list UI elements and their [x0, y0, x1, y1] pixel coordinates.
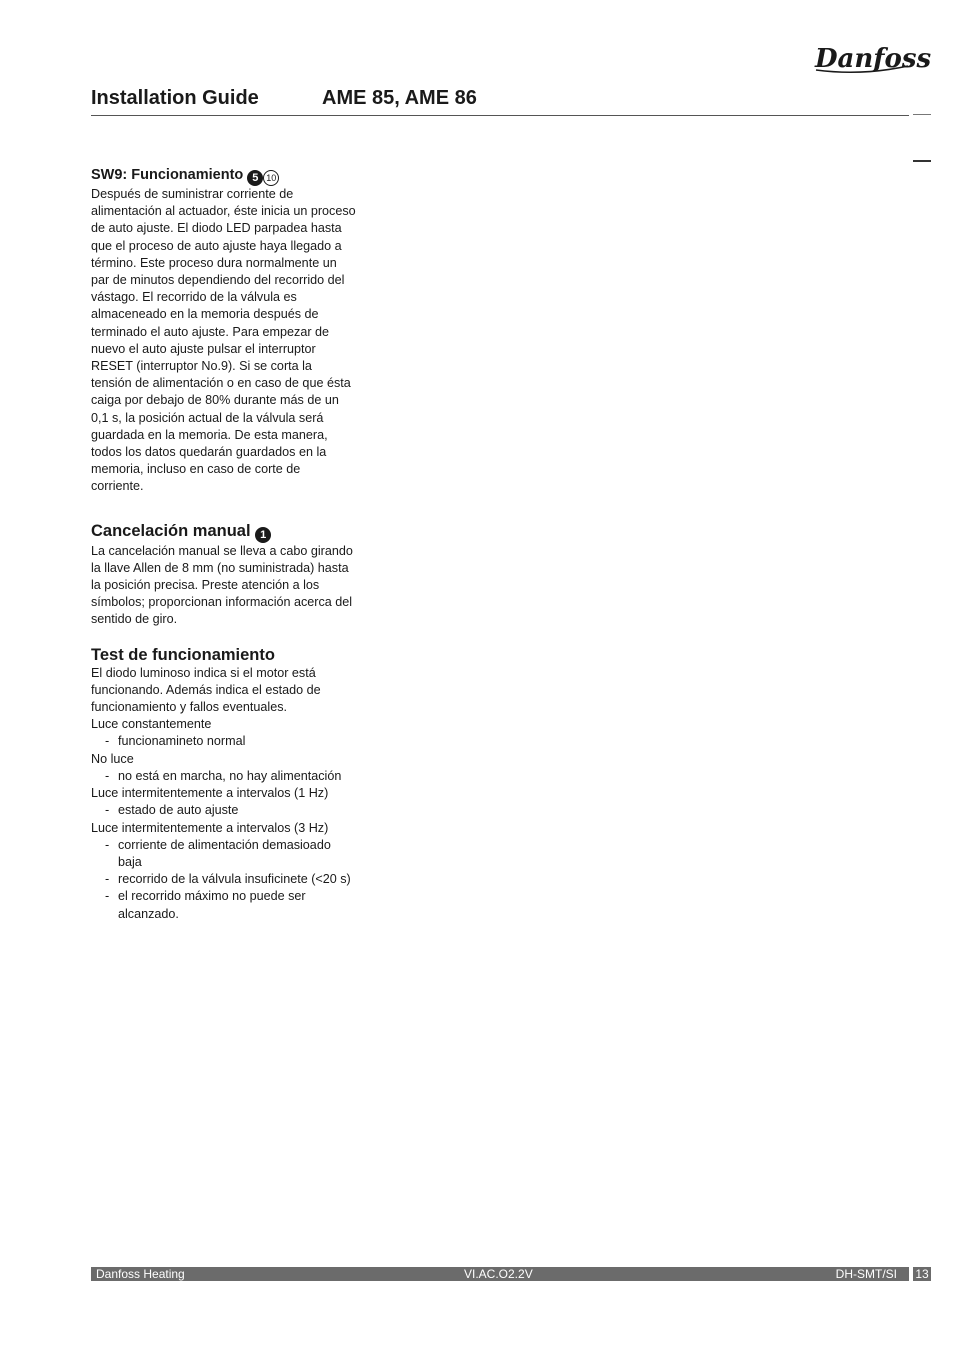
page-footer — [91, 1267, 909, 1281]
logo-text: Danfoss — [815, 44, 932, 74]
section-body: Después de suministrar corriente de alimentación al actuador, éste inicia un proceso de auto ajuste. El diodo LED parpadea hasta que el proceso de auto ajuste haya llegado a término. Este proceso dura normalmente un par de minutos dependiendo del recorrido del vástago. El recorrido de la válvula es almaceneado en la memoria después de terminado el auto ajuste. Para empezar de nuevo el auto ajuste pulsar el interruptor RESET (interruptor No.9). Si se corta la tensión de alimentación o en caso de que ésta caiga por debajo de 80% durante más de un 0,1 s, la posición actual de la válvula será guardada en la memoria. De esta manera, todos los datos quedarán guardados en la memoria, incluso en caso de corte de corriente. — [91, 187, 356, 494]
page-header — [91, 85, 909, 116]
section-function-test — [91, 645, 356, 923]
led-state-list — [91, 837, 356, 923]
page-number: 13 — [913, 1267, 931, 1281]
list-item: - recorrido de la válvula insuficinete (<20 s) — [118, 871, 356, 888]
danfoss-logo-icon — [812, 38, 932, 78]
led-state-label: Luce intermitentemente a intervalos (3 Hz) — [91, 820, 329, 835]
led-state-label: No luce — [91, 751, 134, 766]
led-state-list — [91, 768, 356, 785]
section-manual-override — [91, 521, 356, 629]
led-state-list — [91, 802, 356, 819]
footer-department: DH-SMT/SI — [835, 1267, 897, 1281]
section-heading: Test de funcionamiento — [91, 645, 275, 664]
marker-10-icon: 10 — [263, 170, 279, 186]
section-body: La cancelación manual se lleva a cabo girando la llave Allen de 8 mm (no suministrada) hasta la posición precisa. Preste atención a los símbolos; proporcionan información acerca del sentido de giro. — [91, 543, 353, 627]
section-intro: El diodo luminoso indica si el motor está funcionando. Además indica el estado de funcionamiento y fallos eventuales. — [91, 665, 321, 715]
marker-5-icon: 5 — [247, 170, 263, 186]
led-state-label: Luce constantemente — [91, 717, 212, 732]
list-item: - el recorrido máximo no puede ser alcanzado. — [118, 888, 356, 922]
list-item: - funcionamineto normal — [118, 733, 356, 750]
list-item: - no está en marcha, no hay alimentación — [118, 768, 356, 785]
list-item: - estado de auto ajuste — [118, 802, 356, 819]
footer-company: Danfoss Heating — [96, 1267, 185, 1281]
margin-mark — [913, 114, 931, 115]
footer-doc-code: VI.AC.O2.2V — [464, 1267, 533, 1281]
section-heading: Cancelación manual 1 — [91, 521, 356, 543]
section-heading: SW9: Funcionamiento 5 10 — [91, 166, 356, 186]
text-column — [91, 166, 356, 938]
marker-1-icon: 1 — [255, 527, 271, 543]
margin-mark — [913, 160, 931, 162]
led-state-list — [91, 733, 356, 750]
model-title: AME 85, AME 86 — [322, 87, 477, 109]
led-state-label: Luce intermitentemente a intervalos (1 Hz) — [91, 786, 329, 801]
section-sw9 — [91, 166, 356, 496]
list-item: - corriente de alimentación demasioado baja — [118, 837, 356, 871]
guide-title: Installation Guide — [91, 87, 259, 109]
